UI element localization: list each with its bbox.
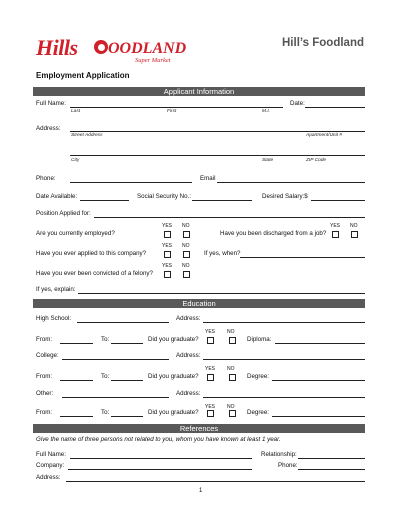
other-degree-label: Degree: (247, 409, 270, 416)
position-field[interactable] (94, 217, 365, 218)
college-degree-label: Degree: (247, 373, 270, 380)
hs-graduate-question: Did you graduate? (148, 336, 199, 343)
college-graduate-no-checkbox[interactable] (229, 374, 236, 381)
diploma-field[interactable] (275, 343, 365, 344)
other-graduate-yes-checkbox[interactable] (207, 410, 214, 417)
ref-company-label: Company: (36, 462, 65, 469)
college-field[interactable] (62, 359, 169, 360)
hs-from-label: From: (36, 336, 53, 343)
employed-no-checkbox[interactable] (183, 231, 190, 238)
college-graduate-yes-checkbox[interactable] (207, 374, 214, 381)
other-graduate-no-checkbox[interactable] (229, 410, 236, 417)
felony-yes-checkbox[interactable] (164, 271, 171, 278)
applied-no-checkbox[interactable] (183, 251, 190, 258)
explain-field[interactable] (78, 293, 365, 294)
other-degree-field[interactable] (272, 416, 365, 417)
phone-field[interactable] (70, 182, 192, 183)
college-graduate-question: Did you graduate? (148, 373, 199, 380)
date-available-field[interactable] (80, 200, 129, 201)
applied-yes-label: YES (162, 243, 173, 249)
zip-sublabel: ZIP Code (306, 158, 327, 163)
high-school-field[interactable] (77, 322, 169, 323)
employed-yes-label: YES (162, 223, 173, 229)
hs-from-field[interactable] (60, 343, 93, 344)
college-no-label: NO (227, 366, 235, 372)
other-graduate-question: Did you graduate? (148, 409, 199, 416)
other-no-label: NO (227, 404, 235, 410)
section-education: Education (33, 299, 365, 308)
section-applicant-information: Applicant Information (33, 87, 365, 96)
other-address-label: Address: (176, 390, 201, 397)
high-school-label: High School: (36, 315, 72, 322)
college-yes-label: YES (205, 366, 216, 372)
ref-relationship-field[interactable] (298, 458, 365, 459)
mi-sublabel: M.I. (262, 109, 270, 114)
college-from-label: From: (36, 373, 53, 380)
date-label: Date: (290, 100, 305, 107)
address-label: Address: (36, 125, 61, 132)
position-label: Position Applied for: (36, 210, 91, 217)
discharged-no-label: NO (350, 223, 358, 229)
discharged-question: Have you been discharged from a job? (220, 230, 327, 237)
other-from-field[interactable] (60, 416, 93, 417)
college-from-field[interactable] (60, 380, 93, 381)
other-to-field[interactable] (111, 416, 143, 417)
other-label: Other: (36, 390, 54, 397)
other-field[interactable] (62, 397, 169, 398)
city-sublabel: City (71, 158, 80, 163)
street-address-field[interactable] (70, 131, 365, 132)
if-yes-when-field[interactable] (240, 257, 365, 258)
date-available-label: Date Available: (36, 193, 78, 200)
hs-graduate-no-checkbox[interactable] (229, 337, 236, 344)
discharged-no-checkbox[interactable] (351, 231, 358, 238)
applied-no-label: NO (182, 243, 190, 249)
ref-address-field[interactable] (66, 481, 365, 482)
ref-company-field[interactable] (68, 469, 252, 470)
logo-subtitle: Super Market (135, 57, 171, 64)
employed-no-label: NO (182, 223, 190, 229)
phone-label: Phone: (36, 175, 56, 182)
diploma-label: Diploma: (247, 336, 272, 343)
logo-foodland: OODLAND (108, 40, 187, 57)
section-references: References (33, 424, 365, 433)
full-name-label: Full Name: (36, 100, 66, 107)
other-yes-label: YES (205, 404, 216, 410)
employed-yes-checkbox[interactable] (164, 231, 171, 238)
city-state-zip-field[interactable] (70, 155, 365, 156)
college-address-label: Address: (176, 352, 201, 359)
college-to-field[interactable] (111, 380, 143, 381)
hs-no-label: NO (227, 329, 235, 335)
state-sublabel: State (262, 158, 274, 163)
email-label: Email (200, 175, 216, 182)
ref-full-name-field[interactable] (70, 458, 252, 459)
first-sublabel: First (167, 109, 177, 114)
logo-hills: Hills (36, 35, 78, 60)
brand-title: Hill’s Foodland (282, 37, 364, 49)
hs-yes-label: YES (205, 329, 216, 335)
other-from-label: From: (36, 409, 53, 416)
hs-to-field[interactable] (111, 343, 143, 344)
applied-before-question: Have you ever applied to this company? (36, 250, 147, 257)
college-degree-field[interactable] (272, 380, 365, 381)
ref-phone-label: Phone: (278, 462, 298, 469)
ssn-label: Social Security No.: (137, 193, 191, 200)
hs-to-label: To: (101, 336, 110, 343)
other-to-label: To: (101, 409, 110, 416)
ref-address-label: Address: (36, 474, 61, 481)
hs-address-field[interactable] (203, 322, 365, 323)
other-address-field[interactable] (203, 397, 365, 398)
hs-graduate-yes-checkbox[interactable] (207, 337, 214, 344)
last-sublabel: Last (71, 109, 81, 114)
email-field[interactable] (217, 182, 365, 183)
if-yes-when-label: If yes, when? (204, 250, 241, 257)
discharged-yes-label: YES (330, 223, 341, 229)
felony-no-checkbox[interactable] (183, 271, 190, 278)
discharged-yes-checkbox[interactable] (332, 231, 339, 238)
felony-question: Have you ever been convicted of a felony? (36, 270, 153, 277)
college-to-label: To: (101, 373, 110, 380)
full-name-field[interactable] (70, 107, 283, 108)
form-title: Employment Application (36, 71, 130, 80)
ref-full-name-label: Full Name: (36, 451, 66, 458)
salary-field[interactable] (311, 200, 365, 201)
applied-yes-checkbox[interactable] (164, 251, 171, 258)
references-instruction: Give the name of three persons not related to you, whom you have known at least 1 year. (36, 436, 281, 443)
ref-phone-field[interactable] (298, 469, 365, 470)
page-number: 1 (199, 488, 203, 494)
ssn-field[interactable] (192, 200, 252, 201)
felony-yes-label: YES (162, 263, 173, 269)
date-field[interactable] (305, 107, 365, 108)
hs-address-label: Address: (176, 315, 201, 322)
currently-employed-question: Are you currently employed? (36, 230, 115, 237)
street-address-sublabel: Street Address (71, 133, 103, 138)
logo-emblem-inner-icon (98, 44, 105, 51)
college-label: College: (36, 352, 59, 359)
college-address-field[interactable] (203, 359, 365, 360)
if-yes-explain-label: If yes, explain: (36, 286, 76, 293)
ref-relationship-label: Relationship: (261, 451, 297, 458)
salary-label: Desired Salary:$ (262, 193, 308, 200)
felony-no-label: NO (182, 263, 190, 269)
apartment-sublabel: Apartment/Unit # (306, 133, 342, 138)
